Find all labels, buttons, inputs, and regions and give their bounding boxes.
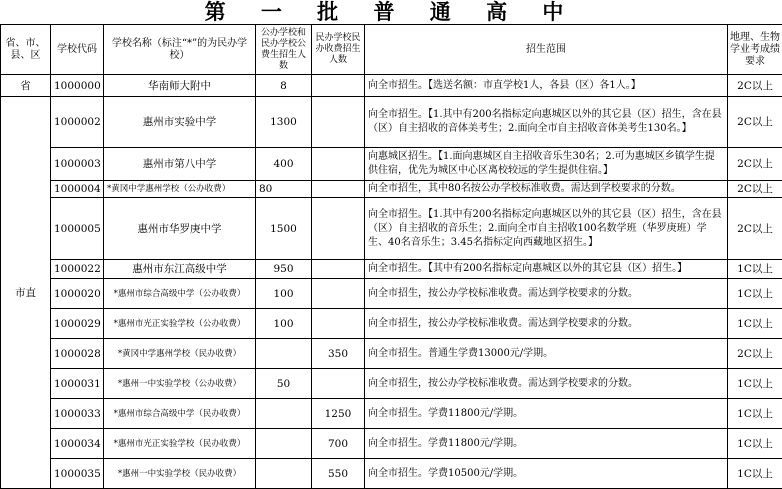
private-quota-cell bbox=[312, 260, 365, 279]
scope-cell: 向惠城区招生。【1.面向惠城区自主招收音乐生30名；2.可为惠城区乡镇学生提供住宿，优先为城区中心区离校较远的学生提供住宿。】 bbox=[365, 148, 728, 181]
private-quota-cell bbox=[312, 75, 365, 97]
name-cell: *黄冈中学惠州学校（民办收费） bbox=[104, 339, 256, 369]
public-quota-cell: 80 bbox=[256, 181, 312, 198]
code-cell: 1000029 bbox=[51, 309, 104, 339]
table-row bbox=[1, 198, 782, 260]
public-quota-cell: 50 bbox=[256, 369, 312, 399]
code-cell: 1000003 bbox=[51, 148, 104, 181]
table-row bbox=[1, 399, 782, 429]
table-row bbox=[1, 309, 782, 339]
table-row bbox=[1, 459, 782, 489]
header-grade: 地理、生物学业考成绩要求 bbox=[728, 25, 782, 75]
code-cell: 1000035 bbox=[51, 459, 104, 489]
header-scope: 招生范围 bbox=[365, 25, 728, 75]
name-cell: 惠州市东江高级中学 bbox=[104, 260, 256, 279]
private-quota-cell bbox=[312, 369, 365, 399]
name-cell: *惠州一中实验学校（民办收费） bbox=[104, 459, 256, 489]
name-cell: *惠州市综合高级中学（公办收费） bbox=[104, 279, 256, 309]
scope-cell: 向全市招生，按公办学校标准收费。需达到学校要求的分数。 bbox=[365, 309, 728, 339]
grade-cell: 1C以上 bbox=[728, 369, 782, 399]
public-quota-cell: 1500 bbox=[256, 198, 312, 260]
private-quota-cell: 700 bbox=[312, 429, 365, 459]
name-cell: 华南师大附中 bbox=[104, 75, 256, 97]
name-cell: 惠州市实验中学 bbox=[104, 97, 256, 148]
table-row bbox=[1, 279, 782, 309]
public-quota-cell: 100 bbox=[256, 279, 312, 309]
scope-cell: 向全市招生。普通生学费13000元/学期。 bbox=[365, 339, 728, 369]
grade-cell: 2C以上 bbox=[728, 198, 782, 260]
name-cell: 惠州市华罗庚中学 bbox=[104, 198, 256, 260]
table-row bbox=[1, 260, 782, 279]
code-cell: 1000031 bbox=[51, 369, 104, 399]
table-row bbox=[1, 148, 782, 181]
public-quota-cell: 1300 bbox=[256, 97, 312, 148]
page-title: 第 一 批 普 通 高 中 bbox=[0, 0, 782, 24]
grade-cell: 1C以上 bbox=[728, 459, 782, 489]
scope-cell: 向全市招生，按公办学校标准收费。需达到学校要求的分数。 bbox=[365, 279, 728, 309]
public-quota-cell: 100 bbox=[256, 309, 312, 339]
grade-cell: 1C以上 bbox=[728, 399, 782, 429]
admissions-table bbox=[0, 24, 782, 489]
public-quota-cell bbox=[256, 459, 312, 489]
public-quota-cell: 400 bbox=[256, 148, 312, 181]
code-cell: 1000022 bbox=[51, 260, 104, 279]
region-cell: 省 bbox=[1, 75, 51, 97]
private-quota-cell bbox=[312, 309, 365, 339]
table-row bbox=[1, 75, 782, 97]
header-private-quota: 民办学校民办收费招生人数 bbox=[312, 25, 365, 75]
table-row bbox=[1, 339, 782, 369]
name-cell: *惠州市光正实验学校（民办收费） bbox=[104, 429, 256, 459]
region-cell: 市直 bbox=[1, 97, 51, 489]
private-quota-cell: 350 bbox=[312, 339, 365, 369]
grade-cell: 1C以上 bbox=[728, 279, 782, 309]
code-cell: 1000005 bbox=[51, 198, 104, 260]
public-quota-cell: 8 bbox=[256, 75, 312, 97]
grade-cell: 2C以上 bbox=[728, 148, 782, 181]
scope-cell: 向全市招生。【选送名额：市直学校1人，各县（区）各1人。】 bbox=[365, 75, 728, 97]
scope-cell: 向全市招生。学费10500元/学期。 bbox=[365, 459, 728, 489]
header-public-quota: 公办学校和民办学校公费生招生人数 bbox=[256, 25, 312, 75]
grade-cell: 2C以上 bbox=[728, 339, 782, 369]
code-cell: 1000002 bbox=[51, 97, 104, 148]
header-code: 学校代码 bbox=[51, 25, 104, 75]
scope-cell: 向全市招生。学费11800元/学期。 bbox=[365, 399, 728, 429]
name-cell: *惠州市光正实验学校（公办收费） bbox=[104, 309, 256, 339]
grade-cell: 2C以上 bbox=[728, 75, 782, 97]
header-region: 省、市、县、区 bbox=[1, 25, 51, 75]
public-quota-cell bbox=[256, 339, 312, 369]
scope-cell: 向全市招生。学费11800元/学期。 bbox=[365, 429, 728, 459]
grade-cell: 1C以上 bbox=[728, 309, 782, 339]
table-row bbox=[1, 429, 782, 459]
name-cell: 惠州市第八中学 bbox=[104, 148, 256, 181]
table-row bbox=[1, 97, 782, 148]
grade-cell: 2C以上 bbox=[728, 181, 782, 198]
scope-cell: 向全市招生。【1.其中有200名指标定向惠城区以外的其它县（区）招生，含在县（区）自主招收的音乐生；2.面向全市自主招收100名数学班（华罗庚班）学生、40名音乐生；3.45名指标定向西藏地区招生。】 bbox=[365, 198, 728, 260]
scope-cell: 向全市招生。【其中有200名指标定向惠城区以外的其它县（区）招生。】 bbox=[365, 260, 728, 279]
private-quota-cell bbox=[312, 97, 365, 148]
grade-cell: 1C以上 bbox=[728, 260, 782, 279]
code-cell: 1000028 bbox=[51, 339, 104, 369]
public-quota-cell bbox=[256, 399, 312, 429]
name-cell: *惠州一中实验学校（公办收费） bbox=[104, 369, 256, 399]
scope-cell: 向全市招生。【1.其中有200名指标定向惠城区以外的其它县（区）招生，含在县（区）自主招收的音体美考生；2.面向全市自主招收音体美考生130名。】 bbox=[365, 97, 728, 148]
grade-cell: 2C以上 bbox=[728, 97, 782, 148]
private-quota-cell bbox=[312, 279, 365, 309]
code-cell: 1000004 bbox=[51, 181, 104, 198]
table-row bbox=[1, 181, 782, 198]
name-cell: *黄冈中学惠州学校（公办收费） bbox=[104, 181, 256, 198]
code-cell: 1000000 bbox=[51, 75, 104, 97]
public-quota-cell: 950 bbox=[256, 260, 312, 279]
table-row bbox=[1, 369, 782, 399]
scope-cell: 向全市招生，其中80名按公办学校标准收费。需达到学校要求的分数。 bbox=[365, 181, 728, 198]
scope-cell: 向全市招生，按公办学校标准收费。需达到学校要求的分数。 bbox=[365, 369, 728, 399]
public-quota-cell bbox=[256, 429, 312, 459]
code-cell: 1000033 bbox=[51, 399, 104, 429]
private-quota-cell bbox=[312, 148, 365, 181]
code-cell: 1000020 bbox=[51, 279, 104, 309]
grade-cell: 1C以上 bbox=[728, 429, 782, 459]
private-quota-cell bbox=[312, 181, 365, 198]
code-cell: 1000034 bbox=[51, 429, 104, 459]
private-quota-cell bbox=[312, 198, 365, 260]
header-name: 学校名称（标注“*”的为民办学校） bbox=[104, 25, 256, 75]
private-quota-cell: 1250 bbox=[312, 399, 365, 429]
name-cell: *惠州市综合高级中学（民办收费） bbox=[104, 399, 256, 429]
private-quota-cell: 550 bbox=[312, 459, 365, 489]
